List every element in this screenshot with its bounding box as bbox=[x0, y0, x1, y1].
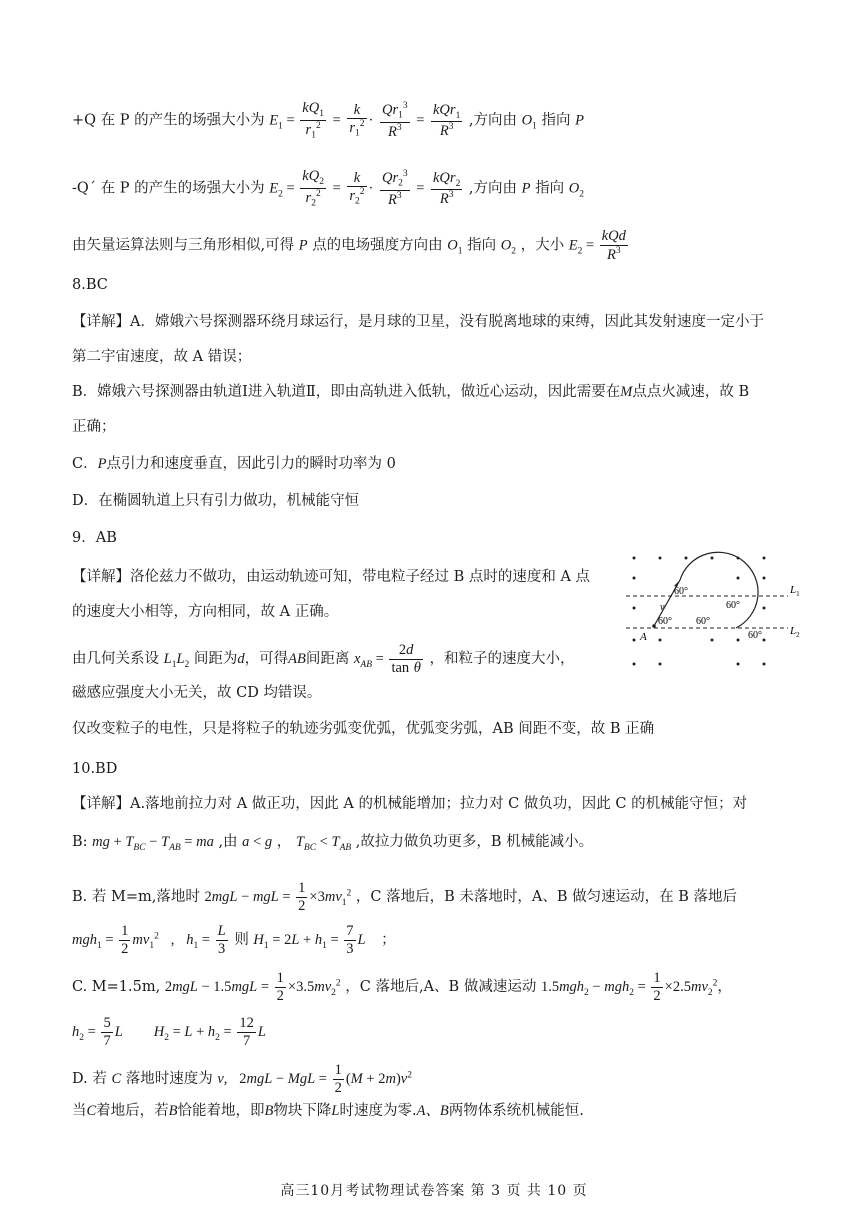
text: ， bbox=[276, 834, 292, 850]
text: B．嫦娥六号探测器由轨道Ⅰ进入轨道Ⅱ，即由高轨进入低轨，做近心运动，因此需要在 bbox=[72, 384, 621, 400]
text: C. M=1.5m, bbox=[72, 979, 161, 996]
text: 恰能着地，即 bbox=[177, 1103, 265, 1119]
label-l1: $L_1$ bbox=[790, 584, 800, 598]
q10-c: B. 若 M=m,落地时 2mgL − mgL = $\frac{1}{2}$ $\times 3mv_1^2$ ，C 落地后，B 未落地时，A、B 做匀速运动，在 B 落地后 bbox=[72, 880, 737, 914]
text: B: bbox=[72, 834, 88, 850]
q8-answer: 8.BC bbox=[72, 277, 108, 293]
symbol-sub: 1 bbox=[532, 121, 537, 132]
text: B. 若 M=m,落地时 bbox=[72, 889, 200, 906]
text: -Q´ 在 P 的产生的场强大小为 bbox=[72, 180, 265, 197]
symbol: O bbox=[447, 237, 458, 254]
label-l2: $L_2$ bbox=[790, 625, 800, 639]
text: D. 若 bbox=[72, 1071, 107, 1088]
symbol-sub: 1 bbox=[457, 246, 463, 257]
symbol: v bbox=[217, 1071, 224, 1088]
text: +Q 在 P 的产生的场强大小为 bbox=[72, 112, 265, 129]
symbol: B bbox=[264, 1103, 274, 1119]
text: ，C 落地后,A、B 做减速运动 bbox=[345, 979, 537, 996]
symbol: P bbox=[298, 237, 308, 254]
symbol: L bbox=[331, 1103, 340, 1119]
symbol-sub: 2 bbox=[579, 189, 584, 200]
symbol: C bbox=[86, 1103, 97, 1119]
symbol: C bbox=[111, 1071, 122, 1088]
symbol: O bbox=[500, 237, 512, 254]
line-e1: +Q 在 P 的产生的场强大小为 $E_1$ = $\frac{kQ_1}{r_1^2}$ = $\frac{k}{r_1^2}$ · $\frac{Qr_1^3}{R^3}$ = $\frac{kQr_1}{R^3}$ ,方向由 $O_1$ 指向 P bbox=[72, 100, 584, 141]
symbol: P bbox=[97, 456, 107, 472]
q10-d: C. M=1.5m, 2mgL − 1.5mgL = $\frac{1}{2}$ $\times 3.5mv_2^2$ ，C 落地后,A、B 做减速运动 1.5mgh$_2$ − mgh$_2$ = $\frac{1}{2}$ $\times 2.5mv_2^2$， bbox=[72, 970, 732, 1004]
text: ，和粒子的速度大小， bbox=[429, 651, 575, 668]
q10-b: B: mg + $T_{BC} - T_{AB}$ = ma ,由 a < g ， $T_{BC} < T_{AB}$ ,故拉力做负功更多，B 机械能减小。 bbox=[72, 834, 594, 853]
text: 物块下降 bbox=[273, 1103, 332, 1119]
q8-b2: 正确； bbox=[72, 419, 116, 435]
q8-c bbox=[72, 457, 396, 472]
q10-e: D. 若 C 落地时速度为 v, 2mgL − MgL = $\frac{1}{2}$ $(M + 2m)v^2$ bbox=[72, 1062, 412, 1096]
page-footer: 高三10月考试物理试卷答案 第 3 页 共 10 页 bbox=[280, 1183, 588, 1199]
text: 指向 bbox=[541, 112, 571, 129]
angle-label: 60° bbox=[658, 616, 672, 627]
line-e2: -Q´ 在 P 的产生的场强大小为 $E_2$ = $\frac{kQ_2}{r_2^2}$ = $\frac{k}{r_2^2}$ · $\frac{Qr_2^3}{R^3}$ = $\frac{kQr_2}{R^3}$ ,方向由 P 指向 $O_2$ bbox=[72, 168, 584, 209]
q10-d2: $h_2$ = $\frac{5}{7}$ L $H_2 = L + h_2$ = $\frac{12}{7}$ L bbox=[72, 1015, 266, 1049]
magnetic-field-diagram bbox=[616, 548, 806, 678]
angle-label: 60° bbox=[696, 616, 710, 627]
q9-b: 由几何关系设 $L_1L_2$ 间距为d，可得AB间距离 $x_{AB}$ = $\frac{2d}{\text{tan θ}}$ ，和粒子的速度大小， bbox=[72, 642, 575, 676]
q9-a: 【详解】洛伦兹力不做功，由运动轨迹可知，带电粒子经过 B 点时的速度和 A 点 bbox=[72, 569, 591, 585]
q9-c: 仅改变粒子的电性，只是将粒子的轨迹劣弧变优弧，优弧变劣弧，AB 间距不变，故 B 正确 bbox=[72, 721, 655, 737]
q9-a2: 的速度大小相等，方向相同，故 A 正确。 bbox=[72, 604, 339, 620]
symbol: M bbox=[620, 384, 633, 400]
label-v: v bbox=[660, 602, 665, 613]
angle-label: 60° bbox=[726, 600, 740, 611]
q10-c2: mgh$_1$ = $\frac{1}{2}$ $mv_1^2$ , $h_1$ = $\frac{L}{3}$ 则 $H_1 = 2L + h_1$ = $\frac{7}{3}$ L ； bbox=[72, 923, 396, 957]
text: 当 bbox=[72, 1103, 87, 1119]
text: 指向 bbox=[467, 237, 497, 254]
angle-label: 60° bbox=[748, 630, 762, 641]
symbol: P bbox=[575, 112, 584, 129]
point-a bbox=[652, 624, 656, 628]
text: 着地后，若 bbox=[96, 1103, 169, 1119]
text: ，可得 bbox=[244, 651, 289, 668]
text: ，C 落地后，B 未落地时，A、B 做匀速运动，在 B 落地后 bbox=[355, 889, 737, 906]
q8-a: 【详解】A．嫦娥六号探测器环绕月球运行，是月球的卫星，没有脱离地球的束缚，因此其发射速度一定小于 bbox=[72, 314, 764, 330]
text: C． bbox=[72, 456, 98, 472]
text: ,故拉力做负功更多，B 机械能减小。 bbox=[355, 834, 594, 850]
text: 间距为 bbox=[193, 651, 238, 668]
q9-answer: 9．AB bbox=[72, 530, 117, 546]
text: 点引力和速度垂直，因此引力的瞬时功率为 0 bbox=[106, 456, 396, 472]
symbol: A、B bbox=[416, 1103, 449, 1119]
text: 由几何关系设 bbox=[72, 651, 159, 668]
text: ,方向由 bbox=[468, 180, 518, 197]
text: 点的电场强度方向由 bbox=[312, 237, 443, 254]
q8-d: D．在椭圆轨道上只有引力做功，机械能守恒 bbox=[72, 493, 360, 509]
text: 则 bbox=[234, 932, 249, 949]
label-a: A bbox=[640, 631, 647, 643]
symbol: P bbox=[521, 180, 531, 197]
q10-answer: 10.BD bbox=[72, 761, 118, 777]
q9-b2: 磁感应强度大小无关，故 CD 均错误。 bbox=[72, 685, 322, 701]
field-dots bbox=[633, 557, 766, 666]
q10-a: 【详解】A.落地前拉力对 A 做正功，因此 A 的机械能增加；拉力对 C 做负功，因此 C 的机械能守恒；对 bbox=[72, 796, 748, 812]
symbol: O bbox=[521, 112, 533, 129]
text: 由矢量运算法则与三角形相似,可得 bbox=[72, 237, 295, 254]
symbol: AB bbox=[288, 651, 306, 668]
text: ,方向由 bbox=[468, 112, 518, 129]
text: 指向 bbox=[535, 180, 565, 197]
text: 间距离 bbox=[305, 651, 350, 668]
symbol: B bbox=[168, 1103, 178, 1119]
symbol: d bbox=[237, 651, 245, 668]
text: ,由 bbox=[218, 834, 238, 850]
text: 点点火减速，故 B bbox=[632, 384, 750, 400]
text: 两物体系统机械能恒. bbox=[448, 1103, 584, 1119]
text: 时速度为零. bbox=[339, 1103, 417, 1119]
angle-label: 60° bbox=[674, 586, 688, 597]
line-e-total: 由矢量运算法则与三角形相似,可得 P 点的电场强度方向由 $O_1$ 指向 $O_2$ ，大小 $E_2$ = $\frac{\text{kQd}}{R^3}$ bbox=[72, 228, 626, 263]
q10-f bbox=[72, 1104, 584, 1119]
text: 落地时速度为 bbox=[125, 1071, 213, 1088]
symbol: O bbox=[568, 180, 580, 197]
q8-a2: 第二宇宙速度，故 A 错误； bbox=[72, 349, 252, 365]
symbol-sub: 2 bbox=[511, 246, 516, 257]
q8-b bbox=[72, 385, 749, 400]
text: ，大小 bbox=[520, 237, 565, 254]
